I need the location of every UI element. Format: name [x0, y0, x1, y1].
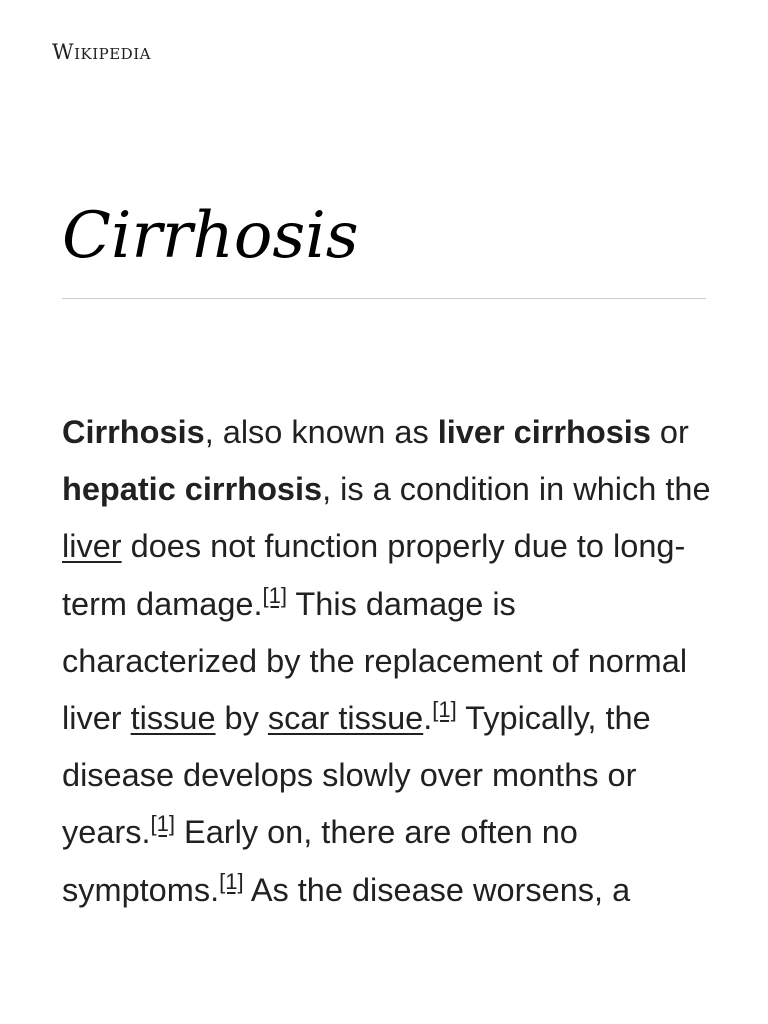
page-title: Cirrhosis [62, 199, 359, 273]
reference-link[interactable]: [1] [150, 811, 175, 837]
lead-paragraph [62, 404, 712, 919]
text-segment: by [215, 700, 268, 737]
title-divider [62, 298, 706, 299]
text-segment: Typically, the disease develops slowly over months or years. [62, 700, 651, 851]
reference-link[interactable]: [1] [219, 868, 244, 894]
bold-term-cirrhosis: Cirrhosis [62, 414, 205, 450]
reference-2 [432, 697, 456, 722]
text-segment: . [423, 700, 433, 737]
reference-1 [263, 583, 287, 608]
reference-link[interactable]: [1] [432, 697, 457, 723]
text-segment: This damage is characterized by the replacement of normal liver [62, 585, 688, 737]
link-liver[interactable]: liver [62, 528, 122, 565]
bold-term-liver-cirrhosis: liver cirrhosis [437, 414, 651, 450]
reference-3 [151, 812, 175, 837]
wikipedia-wordmark[interactable]: Wikipedia [52, 40, 151, 64]
text-segment: , also known as [204, 414, 438, 450]
reference-4 [219, 869, 243, 894]
text-segment: As the disease worsens, a [243, 871, 631, 908]
text-segment: or [650, 414, 689, 450]
link-scar-tissue[interactable]: scar tissue [267, 700, 424, 737]
text-segment: Early on, there are often no symptoms. [62, 814, 578, 908]
bold-term-hepatic-cirrhosis: hepatic cirrhosis [62, 471, 323, 508]
link-tissue[interactable]: tissue [130, 700, 216, 737]
reference-link[interactable]: [1] [262, 582, 287, 608]
text-segment: , is a condition in which the [322, 471, 711, 508]
text-segment: does not function properly due to long-term damage. [62, 528, 686, 622]
